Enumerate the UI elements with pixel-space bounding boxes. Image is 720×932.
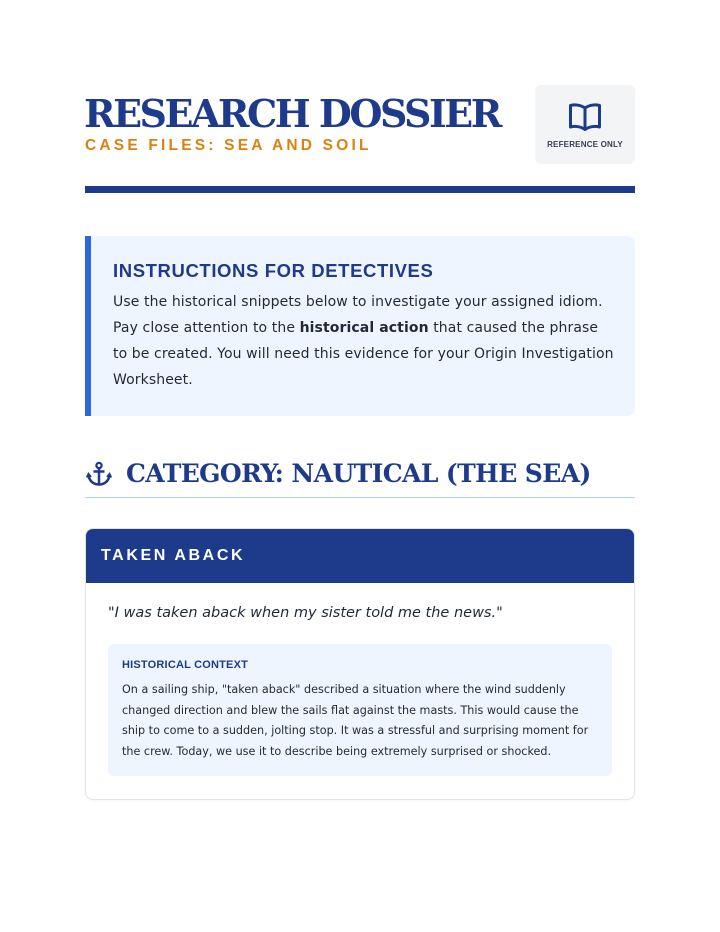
idiom-example: "I was taken aback when my sister told me the news." — [108, 605, 503, 621]
anchor-icon — [86, 461, 112, 487]
instructions-text — [113, 289, 615, 393]
idiom-card — [85, 528, 635, 800]
idiom-card-header — [86, 529, 634, 583]
reference-label: REFERENCE ONLY — [547, 140, 623, 149]
idiom-name: TAKEN ABACK — [101, 547, 246, 564]
historical-context-text: On a sailing ship, "taken aback" described a situation where the wind suddenly changed direction and blew the sails flat against the masts. This would cause the ship to come to a sudden, jolting stop. It was a stressful and surprising moment for the crew. Today, we use it to describe being extremely surprised or shocked. — [122, 683, 589, 758]
page-title: RESEARCH DOSSIER — [84, 91, 500, 136]
header-divider — [85, 186, 635, 193]
category-heading — [85, 456, 635, 498]
instructions-text-start: Use the historical snippets below to investigate your assigned idiom. Pay close attention to the — [113, 294, 603, 336]
instructions-panel — [85, 236, 635, 416]
instructions-text-end: that caused the phrase to be created. You will need this evidence for your Origin Investigation Worksheet. — [113, 320, 614, 388]
book-open-icon — [568, 101, 602, 133]
category-title: CATEGORY: NAUTICAL (THE SEA) — [126, 459, 591, 488]
instructions-emphasis: historical action — [299, 320, 429, 336]
instructions-title: INSTRUCTIONS FOR DETECTIVES — [113, 260, 434, 281]
page-subtitle: CASE FILES: SEA AND SOIL — [85, 137, 372, 154]
historical-context-title: HISTORICAL CONTEXT — [122, 659, 249, 671]
historical-context-box — [108, 644, 612, 776]
reference-badge — [535, 85, 635, 164]
